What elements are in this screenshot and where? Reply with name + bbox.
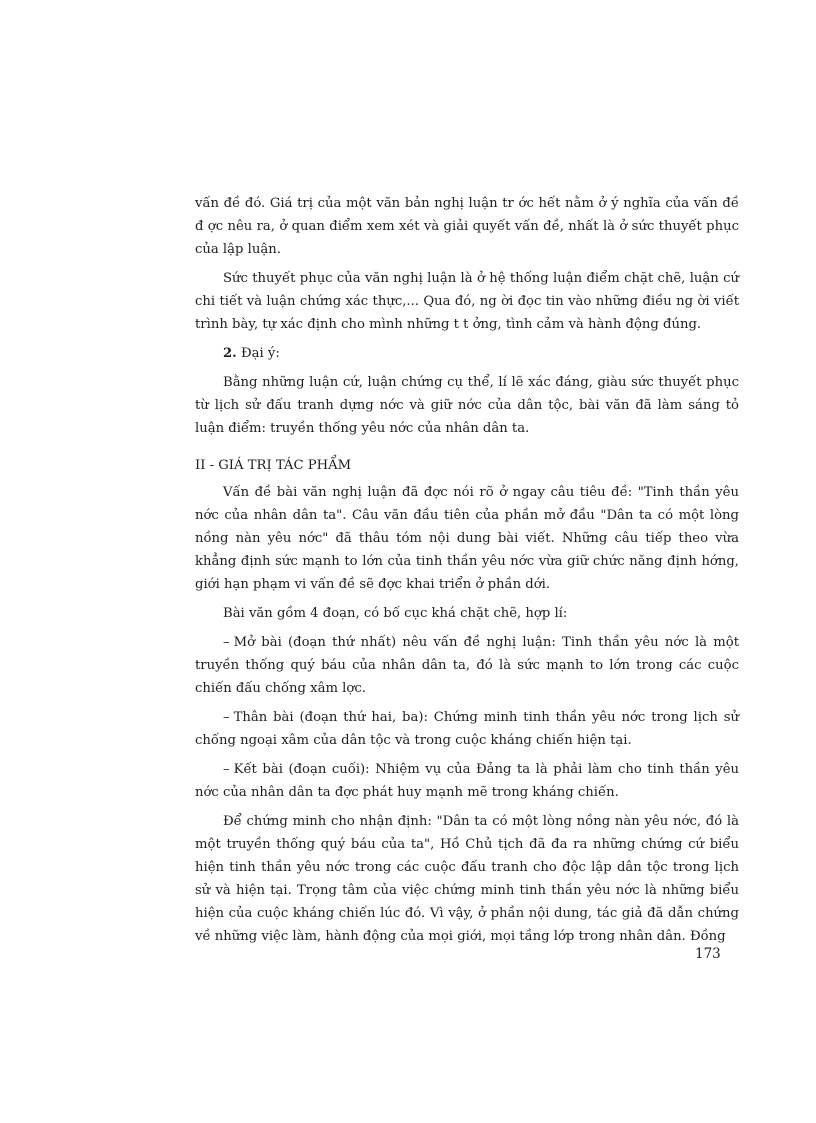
dash-marker: – <box>223 762 230 777</box>
dash-marker: – <box>223 710 230 725</box>
list-item-conclusion <box>195 758 739 804</box>
list-item-intro <box>195 631 739 700</box>
paragraph-value: Vấn đề bài văn nghị luận đã đợc nói rõ ở ngay câu tiêu đề: "Tinh thần yêu nớc của nhân dân ta". Câu văn đầu tiên của phần mở đầu "Dân ta có một lòng nồng nàn yêu nớc" đã thâu tóm nội dung bài viết. Những câu tiếp theo vừa khẳng định sức mạnh to lớn của tinh thần yêu nớc vừa giữ chức năng định hớng, giới hạn phạm vi vấn đề sẽ đợc khai triển ở phần dới. <box>195 485 739 592</box>
page-number: 173 <box>695 946 721 962</box>
list-item-text: Kết bài (đoạn cuối): Nhiệm vụ của Đảng ta là phải làm cho tinh thần yêu nớc của nhân dân ta đợc phát huy mạnh mẽ trong kháng chiến. <box>195 762 739 800</box>
paragraph-summary: Bằng những luận cứ, luận chứng cụ thể, lí lẽ xác đáng, giàu sức thuyết phục từ lịch sử đấu tranh dựng nớc và giữ nớc của dân tộc, bài văn đã làm sáng tỏ luận điểm: truyền thống yêu nớc của nhân dân ta. <box>195 375 739 436</box>
paragraph-persuasion: Sức thuyết phục của văn nghị luận là ở hệ thống luận điểm chặt chẽ, luận cứ chi tiết và luận chứng xác thực,... Qua đó, ng ời đọc tin vào những điều ng ời viết trình bày, tự xác định cho mình những t t ởng, tình cảm và hành động đúng. <box>195 271 739 332</box>
list-item-body <box>195 706 739 752</box>
subheading-label: Đại ý: <box>240 346 280 361</box>
paragraph-continuation: vấn đề đó. Giá trị của một văn bản nghị luận tr ớc hết nằm ở ý nghĩa của vấn đề đ ợc nêu ra, ở quan điểm xem xét và giải quyết vấn đề, nhất là ở sức thuyết phục của lập luận. <box>195 196 739 257</box>
subheading-number: 2. <box>223 346 237 361</box>
subheading-dai-y <box>195 342 739 365</box>
dash-marker: – <box>223 635 230 650</box>
document-body <box>195 192 739 954</box>
list-item-text: Mở bài (đoạn thứ nhất) nêu vấn đề nghị luận: Tinh thần yêu nớc là một truyền thống quý báu của nhân dân ta, đó là sức mạnh to lớn trong các cuộc chiến đấu chống xâm lợc. <box>195 635 739 696</box>
paragraph-evidence: Để chứng minh cho nhận định: "Dân ta có một lòng nồng nàn yêu nớc, đó là một truyền thống quý báu của ta", Hồ Chủ tịch đã đa ra những chứng cứ biểu hiện tinh thần yêu nớc trong các cuộc đấu tranh cho độc lập dân tộc trong lịch sử và hiện tại. Trọng tâm của việc chứng minh tinh thần yêu nớc là những biểu hiện của cuộc kháng chiến lúc đó. Vì vậy, ở phần nội dung, tác giả đã dẫn chứng về những việc làm, hành động của mọi giới, mọi tầng lớp trong nhân dân. Đồng <box>195 814 739 944</box>
section-heading: II - GIÁ TRỊ TÁC PHẨM <box>195 458 352 473</box>
paragraph-structure: Bài văn gồm 4 đoạn, có bố cục khá chặt chẽ, hợp lí: <box>223 606 568 621</box>
list-item-text: Thân bài (đoạn thứ hai, ba): Chứng minh tinh thần yêu nớc trong lịch sử chống ngoại xâm của dân tộc và trong cuộc kháng chiến hiện tại. <box>195 710 739 748</box>
